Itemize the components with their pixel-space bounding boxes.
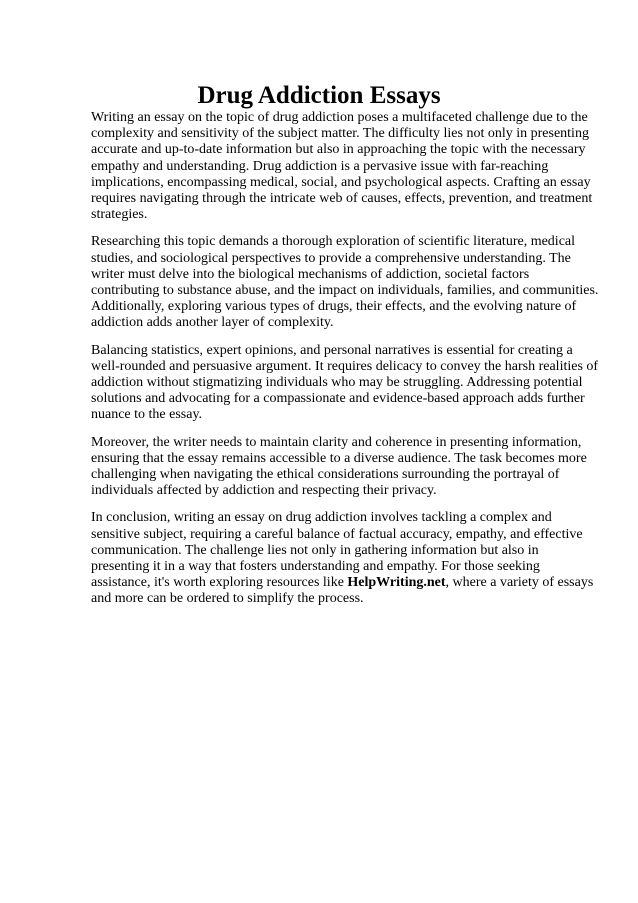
paragraph-4: Moreover, the writer needs to maintain clarity and coherence in presenting information, ensuring that the essay remains accessible to a diverse audience. The task becomes more challenging when navigating the ethical considerations surrounding the portrayal of individuals affected by addiction and respecting their privacy.	[91, 434, 587, 499]
conclusion-text-before-link: In conclusion, writing an essay on drug addiction involves tackling a complex and sensitive subject, requiring a careful balance of factual accuracy, empathy, and effective communication. The challenge lies not only in gathering information but also in presenting it in a way that fosters understanding and empathy. For those seeking assistance, it's worth exploring resources like	[91, 510, 583, 591]
document-body	[91, 110, 599, 619]
document-title: Drug Addiction Essays	[197, 81, 441, 109]
paragraph-3: Balancing statistics, expert opinions, and personal narratives is essential for creating a well-rounded and persuasive argument. It requires delicacy to convey the harsh realities of addiction without stigmatizing individuals who may be struggling. Addressing potential solutions and advocating for a compassionate and evidence-based approach adds further nuance to the essay.	[91, 342, 599, 423]
paragraph-conclusion	[91, 510, 599, 607]
paragraph-2: Researching this topic demands a thorough exploration of scientific literature, medical studies, and sociological perspectives to provide a comprehensive understanding. The writer must delve into the biological mechanisms of addiction, societal factors contributing to substance abuse, and the impact on individuals, families, and communities. Additionally, exploring various types of drugs, their effects, and the evolving nature of addiction adds another layer of complexity.	[91, 234, 599, 331]
conclusion-text-after-link: , where a variety of essays and more can be ordered to simplify the process.	[91, 575, 594, 607]
paragraph-1: Writing an essay on the topic of drug addiction poses a multifaceted challenge due to the complexity and sensitivity of the subject matter. The difficulty lies not only in presenting accurate and up-to-date information but also in approaching the topic with the necessary empathy and understanding. Drug addiction is a pervasive issue with far-reaching implications, encompassing medical, social, and psychological aspects. Crafting an essay requires navigating through the intricate web of causes, effects, prevention, and treatment strategies.	[91, 110, 593, 223]
helpwriting-link[interactable]: HelpWriting.net	[347, 575, 446, 591]
